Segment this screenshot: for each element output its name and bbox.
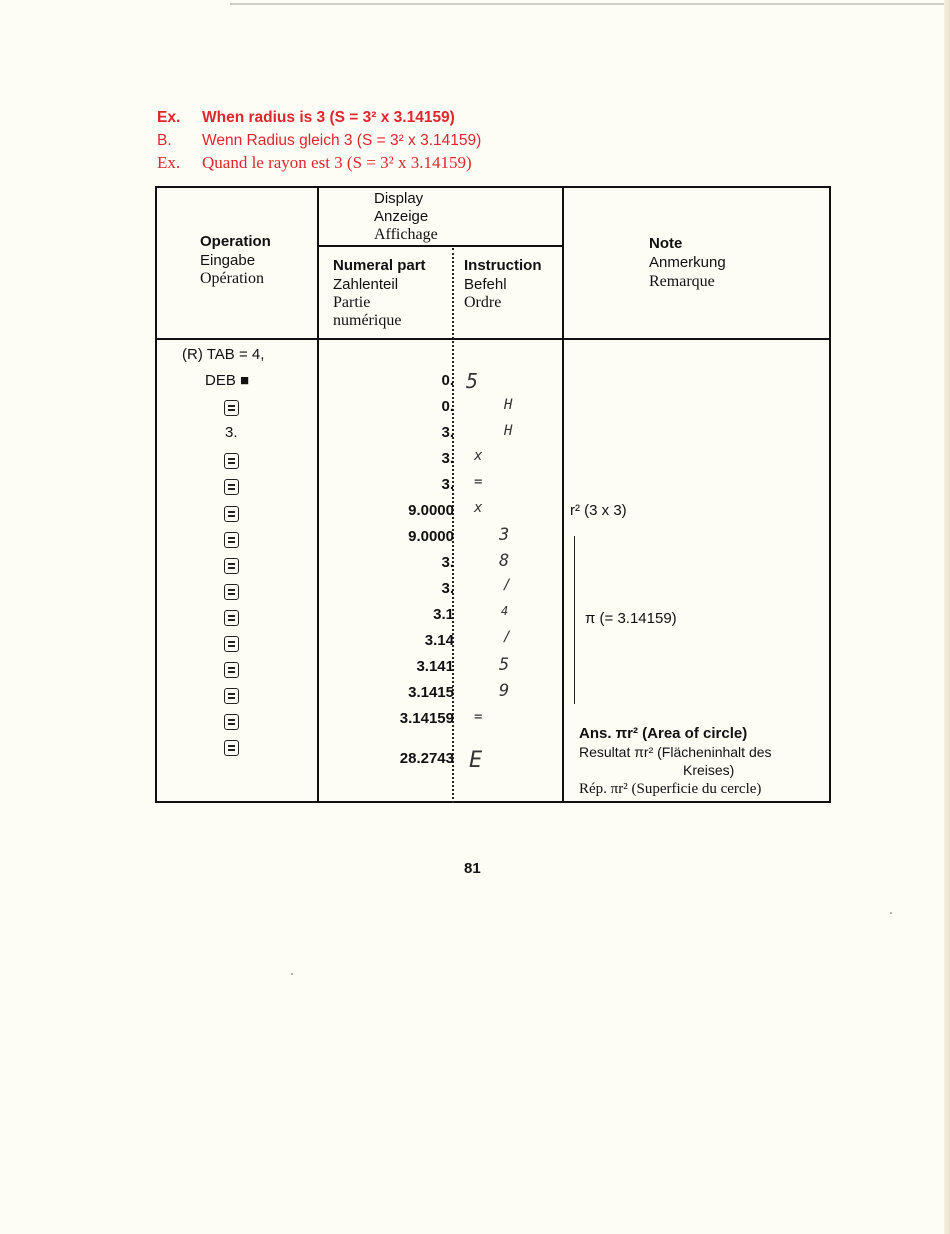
header-numeral-de: Zahlenteil xyxy=(333,276,399,293)
numeral-row-3: 3. xyxy=(441,424,454,441)
scan-speck xyxy=(890,912,892,914)
numeral-row-12: 3.141 xyxy=(416,658,454,675)
numeral-row-14: 3.14159 xyxy=(399,710,454,727)
instruction-row-9: / xyxy=(503,577,512,593)
numeral-row-2: 0. xyxy=(441,398,454,415)
example-fr-text: Quand le rayon est 3 (S = 3² x 3.14159) xyxy=(202,153,472,172)
numeral-row-5: 3. xyxy=(441,476,454,493)
instruction-row-2: H xyxy=(504,397,513,413)
instruction-row-13: 9 xyxy=(499,681,510,701)
equals-key-icon xyxy=(224,740,239,756)
instruction-row-6: x xyxy=(474,500,483,516)
instruction-row-10: 4 xyxy=(501,604,509,618)
instruction-row-7: 3 xyxy=(499,525,510,545)
equals-key-icon xyxy=(224,662,239,678)
display-subheader-line xyxy=(318,245,562,247)
col-divider-operation xyxy=(317,188,319,801)
header-display-de: Anzeige xyxy=(374,208,429,225)
instruction-row-1: 5 xyxy=(466,369,479,393)
numeral-row-4: 3. xyxy=(441,450,454,467)
numeral-row-6: 9.0000 xyxy=(408,502,454,519)
header-operation-de: Eingabe xyxy=(200,252,256,269)
note-answer-de: Resultat πr² (Flächeninhalt des xyxy=(579,744,772,760)
header-note-en: Note xyxy=(649,235,683,252)
note-pi: π (= 3.14159) xyxy=(585,610,677,627)
instruction-row-4: x xyxy=(474,448,483,464)
example-en xyxy=(157,109,455,127)
example-en-text: When radius is 3 (S = 3² x 3.14159) xyxy=(202,109,455,126)
header-operation-fr: Opération xyxy=(200,270,264,287)
scan-edge-top xyxy=(230,3,950,5)
header-note-de: Anmerkung xyxy=(649,254,726,271)
instruction-row-5: = xyxy=(474,474,483,490)
example-fr-label: Ex. xyxy=(157,153,181,172)
op-row-1: DEB ■ xyxy=(205,372,250,389)
equals-key-icon xyxy=(224,584,239,600)
instruction-row-12: 5 xyxy=(499,655,510,675)
numeral-row-9: 3. xyxy=(441,580,454,597)
equals-key-icon xyxy=(224,636,239,652)
op-row-0: (R) TAB = 4, xyxy=(182,346,265,363)
header-numeral-fr-2: numérique xyxy=(333,312,402,329)
numeral-row-11: 3.14 xyxy=(424,632,454,649)
header-display-en: Display xyxy=(374,190,424,207)
numeral-row-7: 9.0000 xyxy=(408,528,454,545)
equals-key-icon xyxy=(224,400,239,416)
equals-key-icon xyxy=(224,558,239,574)
header-numeral-fr-1: Partie xyxy=(333,294,371,311)
example-fr xyxy=(157,153,472,173)
header-instruction-de: Befehl xyxy=(464,276,507,293)
equals-key-icon xyxy=(224,610,239,626)
equals-key-icon xyxy=(224,532,239,548)
col-divider-note xyxy=(562,188,564,801)
op-row-3: 3. xyxy=(225,424,238,441)
example-de-text: Wenn Radius gleich 3 (S = 3² x 3.14159) xyxy=(202,132,482,149)
header-numeral-en: Numeral part xyxy=(333,257,426,274)
instruction-row-15: E xyxy=(469,748,483,773)
numeral-row-13: 3.1415 xyxy=(408,684,454,701)
scan-edge-right xyxy=(944,0,950,1234)
header-instruction-en: Instruction xyxy=(464,257,542,274)
numeral-row-1: 0. xyxy=(441,372,454,389)
instruction-row-14: = xyxy=(474,709,483,725)
header-display-fr: Affichage xyxy=(374,226,438,243)
note-answer-de-cont: Kreises) xyxy=(683,762,735,778)
header-note-fr: Remarque xyxy=(649,273,715,290)
instruction-row-8: 8 xyxy=(499,551,510,571)
instruction-row-3: H xyxy=(504,423,513,439)
numeral-row-15: 28.2743 xyxy=(399,750,454,767)
note-r-squared: r² (3 x 3) xyxy=(570,502,627,519)
pi-digits-brace xyxy=(574,536,579,704)
instruction-row-11: / xyxy=(503,629,512,645)
page-number: 81 xyxy=(464,860,481,877)
equals-key-icon xyxy=(224,688,239,704)
note-answer-en: Ans. πr² (Area of circle) xyxy=(579,725,748,742)
equals-key-icon xyxy=(224,506,239,522)
equals-key-icon xyxy=(224,714,239,730)
example-en-label: Ex. xyxy=(157,109,181,126)
header-operation-en: Operation xyxy=(200,233,271,250)
example-de-label: B. xyxy=(157,132,172,149)
equals-key-icon xyxy=(224,453,239,469)
numeral-row-10: 3.1 xyxy=(433,606,454,623)
scan-speck xyxy=(291,973,293,975)
note-answer-fr: Rép. πr² (Superficie du cercle) xyxy=(579,781,762,797)
key-sequence-table xyxy=(155,186,831,803)
equals-key-icon xyxy=(224,479,239,495)
numeral-row-8: 3. xyxy=(441,554,454,571)
header-instruction-fr: Ordre xyxy=(464,294,502,311)
header-divider xyxy=(157,338,829,340)
example-de xyxy=(157,132,481,150)
